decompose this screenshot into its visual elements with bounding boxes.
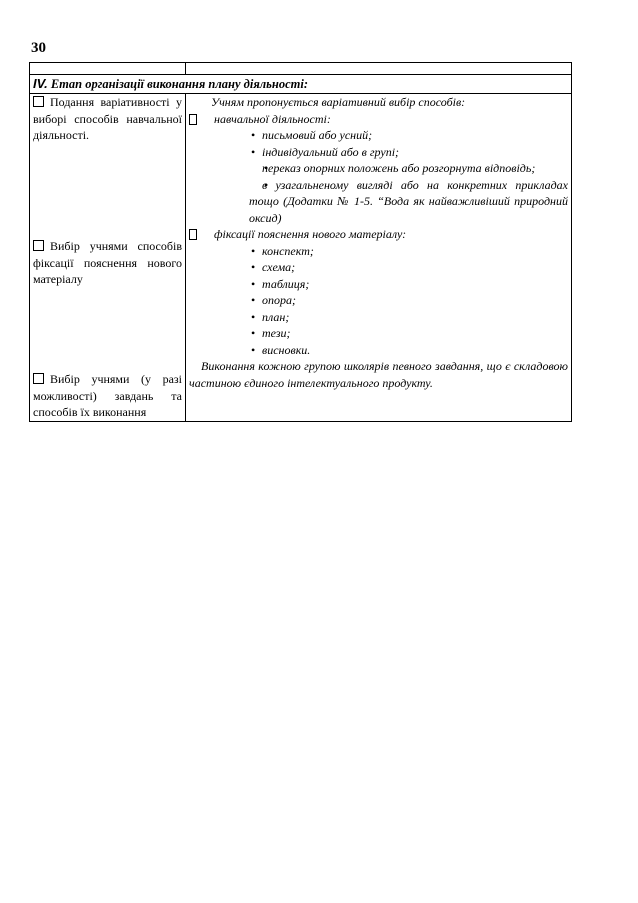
list-item: • схема; (249, 259, 568, 276)
list-item: • конспект; (249, 243, 568, 260)
list-item: • письмовий або усний; (249, 127, 568, 144)
checkbox-bullet-icon (33, 96, 44, 107)
right-column (186, 94, 572, 422)
list-item: • опора; (249, 292, 568, 309)
left-item-2 (33, 238, 182, 371)
list-item: • висновки. (249, 342, 568, 359)
missing-glyph-icon (189, 229, 197, 240)
section-title: Етап організації виконання плану діяльності: (47, 77, 308, 91)
section-roman-numeral: IV. (33, 76, 48, 91)
right-intro: Учням пропонується варіативний вибір способів: (211, 95, 466, 109)
group2-title: фіксації пояснення нового матеріалу: (214, 227, 407, 241)
left-item-1 (33, 94, 182, 238)
final-text: Виконання кожною групою школярів певного завдання, що є складовою частиною єдиного інтелектуального продукту. (189, 359, 568, 390)
checkbox-bullet-icon (33, 240, 44, 251)
list-item: • план; (249, 309, 568, 326)
group1-title: навчальної діяльності: (214, 111, 331, 126)
empty-cell-left (30, 63, 186, 75)
left-column (30, 94, 186, 422)
list-item: • таблиця; (249, 276, 568, 293)
page-number: 30 (31, 40, 46, 56)
left-item-text: Подання варіативності у виборі способів навчальної діяльності. (33, 95, 182, 142)
section-header (30, 75, 572, 94)
group2-heading (189, 226, 568, 243)
list-item: • переказ опорних положень або розгорнута відповідь; (249, 160, 568, 177)
missing-glyph-icon (189, 114, 197, 125)
group2-list (189, 243, 568, 359)
left-item-text: Вибір учнями способів фіксації пояснення нового матеріалу (33, 239, 182, 286)
group1-list (189, 127, 568, 226)
content-row (30, 94, 572, 422)
list-item: • тези; (249, 325, 568, 342)
left-item-3 (33, 371, 182, 421)
group1-heading (189, 111, 568, 128)
table-top-row (30, 63, 572, 75)
list-item: • в узагальненому вигляді або на конкретних прикладах тощо (Додатки № 1-5. “Вода як найважливіший природний оксид) (249, 177, 568, 227)
section-header-row (30, 75, 572, 94)
lesson-table (29, 62, 572, 422)
empty-cell-right (186, 63, 572, 75)
checkbox-bullet-icon (33, 373, 44, 384)
list-item: • індивідуальний або в групі; (249, 144, 568, 161)
left-item-text: Вибір учнями (у разі можливості) завдань та способів їх виконання (33, 372, 182, 419)
